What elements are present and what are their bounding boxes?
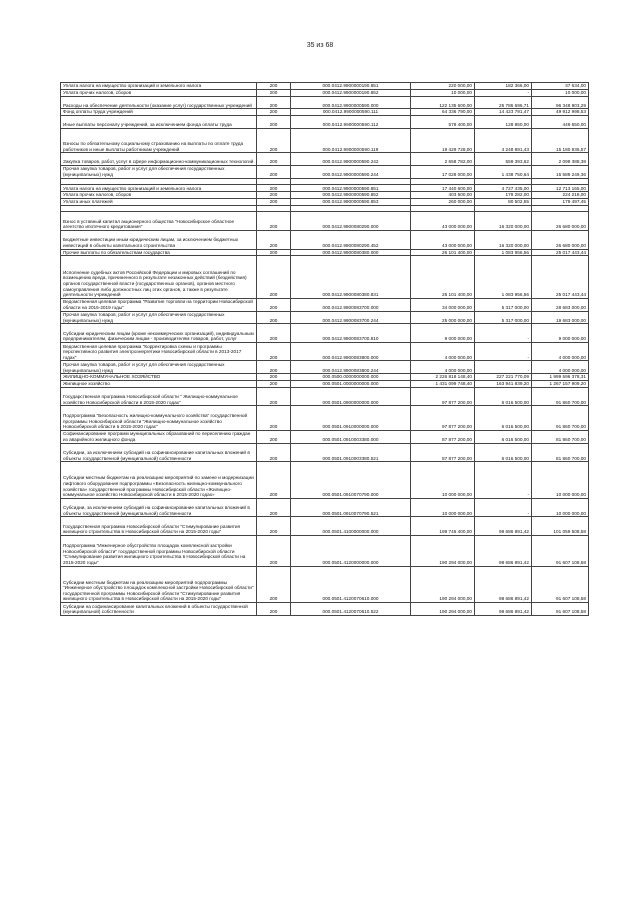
row-name-cell: Взнос в уставный капитал акционерного общества "Новосибирское областное агентство ипотечного кредитования"	[61, 212, 257, 231]
row-code-cell: 200	[257, 430, 291, 443]
row-name-cell: Субсидии на софинансирование капитальных вложений в объекты государственной (муниципальной) собственности	[61, 603, 257, 616]
row-executed-cell: 182 366,00	[475, 83, 532, 90]
row-executed-cell	[475, 205, 532, 212]
row-name-cell: Субсидии местным бюджетам на реализацию мероприятий подпрограммы "Инженерное обустройство площадок комплексной застройки Новосибирской области" государственной программы Новосибирской области "Стимулирование развития жилищного строительства в Новосибирской области на 2015-2020 годы"	[61, 566, 257, 603]
row-classification-cell	[291, 178, 411, 185]
row-planned-cell: 19 429 728,00	[411, 128, 475, 153]
row-remaining-cell: 19 683 000,00	[532, 311, 589, 324]
row-planned-cell: 87 877 200,00	[411, 443, 475, 462]
row-classification-cell: 000.0412.9900080290.000	[291, 212, 411, 231]
row-planned-cell: 2 658 782,00	[411, 153, 475, 166]
table-row	[61, 153, 589, 166]
row-code-cell: 200	[257, 443, 291, 462]
row-classification-cell: 000.0501.4120070610.522	[291, 603, 411, 616]
row-planned-cell: 10 000 000,00	[411, 498, 475, 517]
row-remaining-cell: 2 099 388,38	[532, 153, 589, 166]
row-executed-cell: 98 686 891,42	[475, 536, 532, 567]
row-name-cell: Прочая закупка товаров, работ и услуг для обеспечения государственных (муниципальных) нужд	[61, 165, 257, 178]
row-planned-cell: 4 000 000,00	[411, 342, 475, 361]
row-executed-cell	[475, 178, 532, 185]
row-executed-cell: -	[475, 361, 532, 374]
row-planned-cell: 190 294 000,00	[411, 536, 475, 567]
row-classification-cell: 000.0501.0910000000.000	[291, 406, 411, 431]
row-name-cell: Прочая закупка товаров, работ и услуг для обеспечения государственных (муниципальных) нужд	[61, 361, 257, 374]
row-executed-cell: 1 438 750,64	[475, 165, 532, 178]
row-planned-cell: 190 294 000,00	[411, 603, 475, 616]
row-name-cell: Прочая закупка товаров, работ и услуг для обеспечения государственных (муниципальных) нужд	[61, 311, 257, 324]
row-planned-cell: 190 294 000,00	[411, 566, 475, 603]
row-name-cell: Закупка товаров, работ, услуг в сфере информационно-коммуникационных технологий	[61, 153, 257, 166]
row-classification-cell: 000.0412.9900083700.810	[291, 324, 411, 343]
row-classification-cell: 000.0501.4120070610.000	[291, 566, 411, 603]
row-code-cell: 200	[257, 406, 291, 431]
row-name-cell	[61, 205, 257, 212]
row-planned-cell: 64 336 790,00	[411, 109, 475, 116]
row-code-cell: 200	[257, 128, 291, 153]
row-code-cell: 200	[257, 89, 291, 96]
row-classification-cell: 000.0501.4100000000.000	[291, 517, 411, 536]
row-executed-cell: 5 317 000,00	[475, 311, 532, 324]
row-remaining-cell: 26 680 000,00	[532, 212, 589, 231]
row-planned-cell: 403 500,00	[411, 192, 475, 199]
row-executed-cell: 80 502,55	[475, 198, 532, 205]
row-code-cell: 200	[257, 198, 291, 205]
row-name-cell: Ведомственная целевая программа "Развитие торговли на территории Новосибирской области на 2015-2019 годы"	[61, 298, 257, 311]
row-planned-cell: 1 431 099 748,40	[411, 380, 475, 387]
row-code-cell: 200	[257, 462, 291, 499]
row-name-cell	[61, 178, 257, 185]
row-name-cell: Уплата прочих налогов, сборов	[61, 192, 257, 199]
row-planned-cell	[411, 205, 475, 212]
row-remaining-cell: 10 000,00	[532, 89, 589, 96]
table-row	[61, 198, 589, 205]
table-row	[61, 536, 589, 567]
row-executed-cell: 128 850,00	[475, 115, 532, 128]
row-name-cell: Бюджетные инвестиции иным юридическим лицам, за исключением бюджетных инвестиций в объекты капитального строительства	[61, 230, 257, 249]
row-remaining-cell	[532, 178, 589, 185]
row-executed-cell: -	[475, 462, 532, 499]
row-executed-cell: 163 941 839,20	[475, 380, 532, 387]
row-executed-cell: 25 786 696,71	[475, 96, 532, 109]
table-row	[61, 178, 589, 185]
row-executed-cell: 98 686 891,42	[475, 517, 532, 536]
row-executed-cell: 98 686 891,42	[475, 566, 532, 603]
row-planned-cell: 9 000 000,00	[411, 324, 475, 343]
row-classification-cell: 000.0501.4120000000.000	[291, 536, 411, 567]
row-classification-cell: 000.0412.9900000190.852	[291, 89, 411, 96]
table-row	[61, 249, 589, 256]
row-planned-cell: 10 000,00	[411, 89, 475, 96]
row-name-cell: Субсидии, за исключением субсидий на софинансирование капитальных вложений в объекты государственной (муниципальной) собственности	[61, 443, 257, 462]
row-remaining-cell: 4 000 000,00	[532, 361, 589, 374]
row-classification-cell: 000.0412.9900000590.242	[291, 153, 411, 166]
row-remaining-cell: 25 017 443,44	[532, 256, 589, 298]
row-name-cell: Иные выплаты персоналу учреждений, за исключением фонда оплаты труда	[61, 115, 257, 128]
row-code-cell: 200	[257, 387, 291, 406]
table-row	[61, 165, 589, 178]
table-row	[61, 311, 589, 324]
row-planned-cell: 26 101 400,00	[411, 249, 475, 256]
row-name-cell: Расходы на обеспечение деятельности (оказание услуг) государственных учреждений	[61, 96, 257, 109]
row-remaining-cell: 91 607 108,58	[532, 536, 589, 567]
row-code-cell: 200	[257, 212, 291, 231]
table-row	[61, 83, 589, 90]
row-name-cell: Подпрограмма "Безопасность жилищно-коммунального хозяйства" государственной программы Новосибирской области "Жилищно-коммунальное хозяйство Новосибирской области в 2015-2020 годах"	[61, 406, 257, 431]
row-planned-cell: 43 000 000,00	[411, 212, 475, 231]
row-code-cell: 200	[257, 115, 291, 128]
row-executed-cell: 6 016 500,00	[475, 406, 532, 431]
row-executed-cell: 16 320 000,00	[475, 230, 532, 249]
row-code-cell: 200	[257, 153, 291, 166]
row-classification-cell: 000.0501.0910070790.000	[291, 462, 411, 499]
row-executed-cell: 16 320 000,00	[475, 212, 532, 231]
table-row	[61, 603, 589, 616]
row-code-cell: 200	[257, 298, 291, 311]
row-name-cell: Ведомственная целевая программа "Корректировка схемы и программы перспективного развития электроэнергетики Новосибирской области в 2013-2017 годах"	[61, 342, 257, 361]
row-executed-cell: 14 423 791,47	[475, 109, 532, 116]
row-executed-cell: 6 016 500,00	[475, 387, 532, 406]
row-remaining-cell: 26 680 000,00	[532, 230, 589, 249]
budget-table-container	[60, 82, 588, 616]
row-name-cell: Государственная программа Новосибирской области " Жилищно-коммунальное хозяйство Новосибирской области в 2015-2020 годах"	[61, 387, 257, 406]
row-executed-cell: 5 317 000,00	[475, 298, 532, 311]
row-code-cell: 200	[257, 165, 291, 178]
row-code-cell: 200	[257, 603, 291, 616]
row-code-cell	[257, 178, 291, 185]
row-planned-cell: 260 000,00	[411, 198, 475, 205]
row-code-cell: 200	[257, 83, 291, 90]
table-row	[61, 96, 589, 109]
row-planned-cell: 25 000 000,00	[411, 311, 475, 324]
row-code-cell: 200	[257, 566, 291, 603]
table-row	[61, 128, 589, 153]
row-planned-cell: 122 135 600,00	[411, 96, 475, 109]
row-executed-cell: 6 016 500,00	[475, 443, 532, 462]
row-planned-cell	[411, 178, 475, 185]
row-name-cell: Субсидии местным бюджетам на реализацию мероприятий по замене и модернизации лифтового оборудования подпрограммы «Безопасность жилищно-коммунального хозяйства» государственной программы Новосибирской области «Жилищно-коммунальное хозяйство Новосибирской области в 2015-2020 годах»	[61, 462, 257, 499]
table-row	[61, 462, 589, 499]
table-row	[61, 298, 589, 311]
row-name-cell: Исполнение судебных актов Российской Федерации и мировых соглашений по возмещению вреда, причиненного в результате незаконных действий (бездействия) органов государственной власти (государственных органов), органов местного самоуправления либо должностных лиц этих органов, а также в результате деятельности учреждений	[61, 256, 257, 298]
row-classification-cell: 000.0412.9900083700.000	[291, 298, 411, 311]
row-classification-cell: 000.0500.0000000000.000	[291, 374, 411, 381]
row-planned-cell: 10 000 000,00	[411, 462, 475, 499]
row-classification-cell: 000.0412.9900083800.244	[291, 361, 411, 374]
table-row	[61, 361, 589, 374]
row-executed-cell: -	[475, 498, 532, 517]
row-planned-cell: 2 226 818 148,40	[411, 374, 475, 381]
row-planned-cell: 87 877 200,00	[411, 430, 475, 443]
row-remaining-cell: 9 000 000,00	[532, 324, 589, 343]
row-name-cell: Уплата налога на имущество организаций и земельного налога	[61, 83, 257, 90]
row-remaining-cell: 91 860 700,00	[532, 406, 589, 431]
table-row	[61, 230, 589, 249]
row-executed-cell: 179 282,00	[475, 192, 532, 199]
row-planned-cell: 578 400,00	[411, 115, 475, 128]
row-code-cell: 200	[257, 536, 291, 567]
row-planned-cell: 97 877 200,00	[411, 406, 475, 431]
row-name-cell: Прочие выплаты по обязательствам государства	[61, 249, 257, 256]
table-row	[61, 212, 589, 231]
row-remaining-cell: 179 497,45	[532, 198, 589, 205]
row-classification-cell: 000.0412.9900000190.851	[291, 83, 411, 90]
row-planned-cell: 97 877 200,00	[411, 387, 475, 406]
row-classification-cell: 000.0412.9900000590.852	[291, 192, 411, 199]
row-remaining-cell: 15 589 249,36	[532, 165, 589, 178]
row-planned-cell: 26 101 400,00	[411, 256, 475, 298]
row-code-cell: 200	[257, 249, 291, 256]
row-classification-cell: 000.0412.9900000590.244	[291, 165, 411, 178]
row-code-cell: 200	[257, 230, 291, 249]
row-code-cell: 200	[257, 517, 291, 536]
row-code-cell: 200	[257, 192, 291, 199]
row-planned-cell: 4 000 000,00	[411, 361, 475, 374]
row-classification-cell: 000.0412.9900080380.000	[291, 249, 411, 256]
row-planned-cell: 34 000 000,00	[411, 298, 475, 311]
row-name-cell: Государственная программа Новосибирской области "Стимулирование развития жилищного строительства в Новосибирской области на 2015-2020 годы"	[61, 517, 257, 536]
row-classification-cell: 000.0412.9900000590.000	[291, 96, 411, 109]
row-classification-cell: 000.0412.9900000590.112	[291, 115, 411, 128]
row-remaining-cell: 91 607 108,58	[532, 603, 589, 616]
row-remaining-cell: 10 000 000,00	[532, 498, 589, 517]
row-remaining-cell: 28 683 000,00	[532, 298, 589, 311]
row-remaining-cell: 449 550,00	[532, 115, 589, 128]
table-row	[61, 205, 589, 212]
row-classification-cell: 000.0412.9900000590.111	[291, 109, 411, 116]
table-row	[61, 192, 589, 199]
table-row	[61, 342, 589, 361]
row-remaining-cell: 12 713 165,00	[532, 185, 589, 192]
row-name-cell: Подпрограмма "Инженерное обустройство площадок комплексной застройки Новосибирской области" государственной программы Новосибирской области "Стимулирование развития жилищного строительства в Новосибирской области на 2015-2020 годы"	[61, 536, 257, 567]
row-code-cell: 200	[257, 96, 291, 109]
row-classification-cell: 000.0412.9900000590.119	[291, 128, 411, 153]
row-planned-cell: 199 746 400,00	[411, 517, 475, 536]
row-classification-cell: 000.0412.9900083800.000	[291, 342, 411, 361]
row-executed-cell: 4 248 891,43	[475, 128, 532, 153]
budget-table	[60, 82, 589, 616]
row-code-cell: 200	[257, 374, 291, 381]
row-classification-cell: 000.0501.0910070790.521	[291, 498, 411, 517]
row-code-cell: 200	[257, 109, 291, 116]
row-name-cell: Субсидии юридическим лицам (кроме некоммерческих организаций), индивидуальным предпринимателям, физическим лицам - производителям товаров, работ, услуг	[61, 324, 257, 343]
row-planned-cell: 43 000 000,00	[411, 230, 475, 249]
row-planned-cell: 220 000,00	[411, 83, 475, 90]
page-number: 35 из 68	[306, 42, 334, 49]
row-code-cell: 200	[257, 185, 291, 192]
row-planned-cell: 17 440 600,00	[411, 185, 475, 192]
row-name-cell: Фонд оплаты труда учреждений	[61, 109, 257, 116]
row-remaining-cell: 1 999 596 378,31	[532, 374, 589, 381]
row-remaining-cell: 81 860 700,00	[532, 430, 589, 443]
row-executed-cell: 6 016 500,00	[475, 430, 532, 443]
row-remaining-cell: 224 218,00	[532, 192, 589, 199]
row-remaining-cell: 15 180 836,57	[532, 128, 589, 153]
row-executed-cell: 1 083 956,56	[475, 249, 532, 256]
table-row	[61, 387, 589, 406]
row-remaining-cell: 25 017 443,44	[532, 249, 589, 256]
row-remaining-cell: 37 634,00	[532, 83, 589, 90]
row-name-cell: Взносы по обязательному социальному страхованию на выплаты по оплате труда работников и иные выплаты работникам учреждений	[61, 128, 257, 153]
row-remaining-cell: 4 000 000,00	[532, 342, 589, 361]
row-classification-cell: 000.0412.9900083700.244	[291, 311, 411, 324]
row-classification-cell: 000.0412.9900080290.452	[291, 230, 411, 249]
table-body	[61, 83, 589, 616]
row-executed-cell: -	[475, 324, 532, 343]
row-code-cell: 200	[257, 324, 291, 343]
row-classification-cell: 000.0412.9900080380.831	[291, 256, 411, 298]
table-row	[61, 115, 589, 128]
row-executed-cell: 4 727 435,00	[475, 185, 532, 192]
row-code-cell: 200	[257, 498, 291, 517]
row-executed-cell: 98 686 891,42	[475, 603, 532, 616]
row-remaining-cell: 10 000 000,00	[532, 462, 589, 499]
row-code-cell: 200	[257, 342, 291, 361]
row-classification-cell	[291, 205, 411, 212]
row-code-cell: 200	[257, 380, 291, 387]
table-row	[61, 256, 589, 298]
table-row	[61, 443, 589, 462]
row-name-cell: ЖИЛИЩНО-КОММУНАЛЬНОЕ ХОЗЯЙСТВО	[61, 374, 257, 381]
table-row	[61, 109, 589, 116]
row-remaining-cell: 96 348 903,29	[532, 96, 589, 109]
row-classification-cell: 000.0412.9900000590.853	[291, 198, 411, 205]
table-row	[61, 517, 589, 536]
table-row	[61, 566, 589, 603]
row-code-cell: 200	[257, 256, 291, 298]
row-remaining-cell	[532, 205, 589, 212]
row-name-cell: Жилищное хозяйство	[61, 380, 257, 387]
row-executed-cell: 1 083 956,56	[475, 256, 532, 298]
row-name-cell: Уплата прочих налогов, сборов	[61, 89, 257, 96]
table-row	[61, 185, 589, 192]
row-code-cell	[257, 205, 291, 212]
table-row	[61, 374, 589, 381]
table-row	[61, 380, 589, 387]
row-remaining-cell: 91 860 700,00	[532, 387, 589, 406]
row-code-cell: 200	[257, 361, 291, 374]
row-name-cell: Субсидии, за исключением субсидий на софинансирование капитальных вложений в объекты государственной (муниципальной) собственности	[61, 498, 257, 517]
row-classification-cell: 000.0412.9900000590.851	[291, 185, 411, 192]
row-remaining-cell: 81 860 700,00	[532, 443, 589, 462]
row-code-cell: 200	[257, 311, 291, 324]
row-remaining-cell: 49 912 998,53	[532, 109, 589, 116]
row-remaining-cell: 1 267 157 909,20	[532, 380, 589, 387]
table-row	[61, 406, 589, 431]
row-name-cell: Уплата налога на имущество организаций и земельного налога	[61, 185, 257, 192]
table-row	[61, 324, 589, 343]
row-name-cell: Софинансирование программ муниципальных образований по переселению граждан из аварийного жилищного фонда	[61, 430, 257, 443]
row-classification-cell: 000.0501.0910003380.000	[291, 430, 411, 443]
row-remaining-cell: 91 607 108,58	[532, 566, 589, 603]
row-classification-cell: 000.0501.0000000000.000	[291, 380, 411, 387]
row-classification-cell: 000.0501.0900000000.000	[291, 387, 411, 406]
row-executed-cell: 227 221 770,09	[475, 374, 532, 381]
row-executed-cell: -	[475, 89, 532, 96]
row-classification-cell: 000.0501.0910003380.521	[291, 443, 411, 462]
table-row	[61, 498, 589, 517]
row-planned-cell: 17 028 000,00	[411, 165, 475, 178]
row-executed-cell: 559 393,62	[475, 153, 532, 166]
table-row	[61, 430, 589, 443]
row-remaining-cell: 101 059 508,58	[532, 517, 589, 536]
row-name-cell: Уплата иных платежей	[61, 198, 257, 205]
row-executed-cell: -	[475, 342, 532, 361]
table-row	[61, 89, 589, 96]
